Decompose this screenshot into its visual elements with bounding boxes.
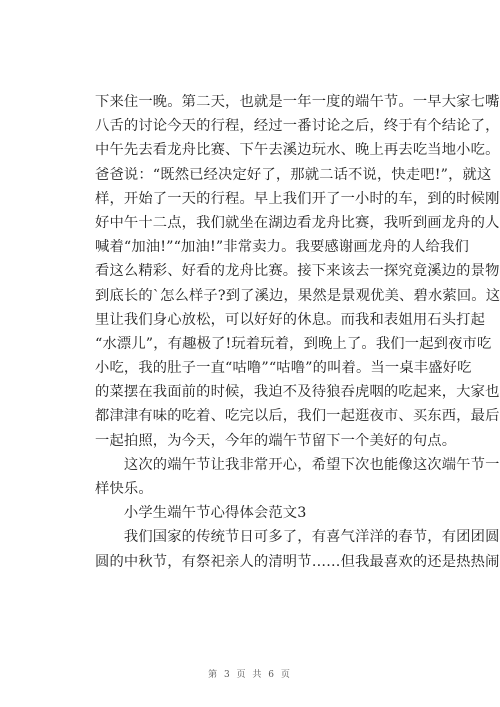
text-line: 我们国家的传统节日可多了，有喜气洋洋的春节，有团团圆 [95,529,500,546]
text-line: 中午先去看龙舟比赛、下午去溪边玩水、晚上再去吃当地小吃。 [95,142,500,159]
text-line: 八舌的讨论今天的行程，经过一番讨论之后，终于有个结论了， [95,118,500,135]
page-footer: 第 3 页 共 6 页 [208,670,292,680]
text-line: “水漂儿”，有趣极了!玩着玩着，到晚上了。我们一起到夜市吃 [95,335,492,352]
text-line: 一起拍照，为今天，今年的端午节留下一个美好的句点。 [95,432,457,449]
text-line: 看这么精彩、好看的龙舟比赛。接下来该去一探究竟溪边的景物 [95,263,500,280]
text-line: 圆的中秋节，有祭祀亲人的清明节……但我最喜欢的还是热热闹 [95,553,500,570]
section-heading: 小学生端午节心得体会范文3 [95,505,307,522]
body-text [95,90,500,574]
text-line: 爸爸说：“既然已经决定好了，那就二话不说，快走吧!”，就这 [95,166,492,183]
text-line: 里让我们身心放松，可以好好的休息。而我和表姐用石头打起 [95,311,486,328]
text-line: 这次的端午节让我非常开心，希望下次也能像这次端午节一 [95,456,500,473]
text-line: 好中午十二点，我们就坐在湖边看龙舟比赛，我听到画龙舟的人 [95,214,500,231]
text-line: 喊着“加油!”“加油!”非常卖力。我要感谢画龙舟的人给我们 [95,239,469,256]
text-line: 下来住一晚。第二天，也就是一年一度的端午节。一早大家七嘴 [95,94,500,110]
text-line: 到底长的`怎么样子?到了溪边，果然是景观优美、碧水萦回。这 [95,287,500,304]
text-line: 样，开始了一天的行程。早上我们开了一小时的车，到的时候刚 [95,190,500,207]
text-line: 都津津有味的吃着、吃完以后，我们一起逛夜市、买东西，最后 [95,408,500,425]
text-line: 的菜摆在我面前的时候，我迫不及待狼吞虎咽的吃起来，大家也 [95,384,500,401]
text-line: 小吃，我的肚子一直“咕噜”“咕噜”的叫着。当一桌丰盛好吃 [95,360,472,377]
text-line: 样快乐。 [95,481,153,497]
